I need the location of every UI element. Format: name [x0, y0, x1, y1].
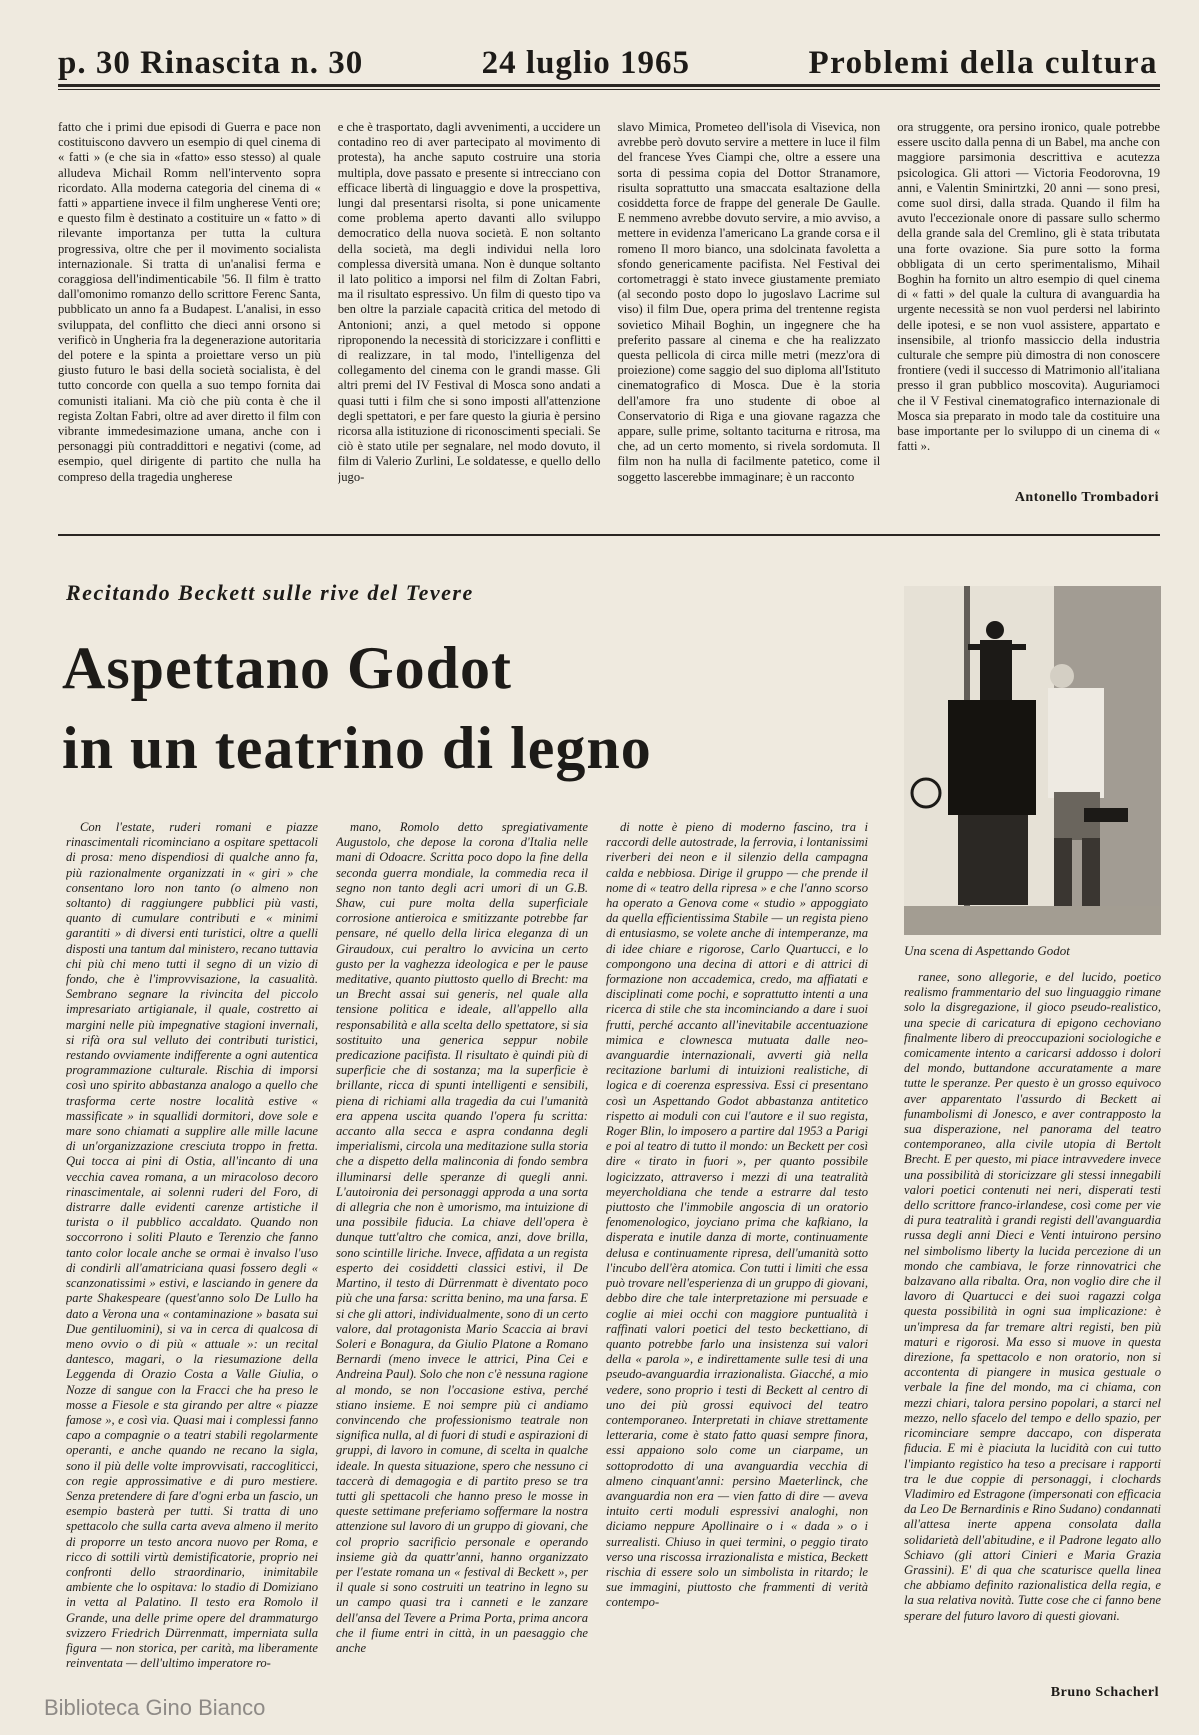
photo-caption: Una scena di Aspettando Godot	[904, 943, 1070, 958]
top-article-column-1: fatto che i primi due episodi di Guerra e pace non costituiscono davvero un esempio di quel cinema di « fatti » (e che sia in «fatto» esso stesso) al quale alludeva Michail Romm nell'intervento sopra ricordato. Alla moderna categoria del cinema di « fatti » appartiene invece il film ungherese Venti ore; e questo film è destinato a costituire un « fatto » di rilevante importanza per tutta la cultura progressiva, oltre che per il movimento socialista internazionale. Si tratta di un'analisi ferma e coraggiosa dell'indimenticabile '56. Il film è tratto dall'omonimo romanzo dello scrittore Ferenc Santa, pubblicato un anno fa a Budapest. L'analisi, in esso sviluppata, del conflitto che dieci anni orsono si verificò in Ungheria fra la degenerazione autoritaria del potere e la spinta a proiettare verso un più giusto futuro le basi della società socialista, è del tutto concorde con quella a suo tempo fornita dai comunisti italiani. Ma ciò che più conta è che il regista Zoltan Fabri, oltre ad aver diretto il film con vibrante immedesimazione umana, anche con i personaggi più contraddittori e negativi (come, ad esempio, quel dirigente di partito che nulla ha compreso della tragedia ungherese	[58, 120, 321, 484]
top-article-column-3: slavo Mimica, Prometeo dell'isola di Visevica, non avrebbe però dovuto servire a mettere in luce il film del francese Yves Ciampi che, oltre a essere una sorta di pessima copia del Dottor Stranamore, risulta soprattutto una smaccata esaltazione della cosiddetta force de frappe del generale De Gaulle. E nemmeno avrebbe dovuto servire, a mio avviso, a mettere in evidenza l'americano La grande corsa e il romeno Il moro bianco, una sdolcinata favoletta a sfondo genericamente pacifista. Nel Festival dei cortometraggi è stato invece giustamente premiato (al secondo posto dopo lo jugoslavo Lacrime sul viso) il film Due, opera prima del trentenne regista sovietico Mihail Boghin, un ingegnere che ha preferito passare al cinema e che ha realizzato questa pellicola di circa mille metri (mezz'ora di proiezione) come saggio del suo diploma all'Istituto cinematografico di Mosca. Due è la storia dell'amore fra uno studente di oboe al Conservatorio di Riga e una giovane ragazza che appare, sulle prime, soltanto taciturna e ritrosa, ma che, ad un certo momento, si rivela sordomuta. Il film non ha nulla di facilmente patetico, come il soggetto lascerebbe immaginare; è un racconto	[617, 120, 881, 484]
headline-line-1: Aspettano Godot	[62, 635, 513, 701]
section-title: Problemi della cultura	[808, 45, 1158, 81]
top-article-column-4: ora struggente, ora persino ironico, quale potrebbe essere uscito dalla penna di un Babel, ma anche con maggiore parsimonia descrittiva e acutezza psicologica. Gli attori — Victoria Feodorovna, 19 anni, e Valentin Sminirtzki, 20 anni — sono presi, come suol dirsi, dalla strada. Quando il film ha avuto l'eccezionale onore di passare sullo schermo della grande sala del Cremlino, gli è stata tributata una forte ovazione. Sia pure sotto la forma obbligata di un certo sperimentalismo, Mihail Boghin ha fornito un altro esempio di quel cinema di « fatti » del quale la cultura di avanguardia ha urgente necessità se non vuol perdersi nel labirinto delle ipotesi, e se non vuol assistere, appartato e insensibile, al trionfo massiccio della industria culturale che sempre più dimostra di non conoscere frontiere (vedi il successo di Matrimonio all'italiana presso il gran pubblico moscovita). Auguriamoci che il V Festival cinematografico internazionale di Mosca sia preparato in modo tale da costituire una base importante per lo sviluppo di un cinema di « fatti ».	[897, 120, 1160, 454]
article-text-1: Con l'estate, ruderi romani e piazze rinascimentali ricominciano a ospitare spettacoli di prosa: meno dispendiosi di qualche anno fa, più razionalmente organizzati in « giri » che consentano loro non tanto (o almeno non soltanto) di raggiungere pubblici più vasti, quanto di cumulare contributi e « minimi garantiti » di diversi enti turistici, oltre a quelli disposti una tantum dal ministero, recano tuttavia chi più chi meno tutti il segno di un vizio di fondo, che è l'improvvisazione, la casualità. Sembrano segnare la rivincita del piccolo impresariato artigianale, il quale, costretto ai margini nelle più impegnative stagioni invernali, si rifà ora sul velluto dei contributi turistici, restando ovviamente indifferente a ogni autentica programmazione culturale. Rischia di imporsi così uno spirito abbastanza analogo a quello che trasforma certe nostre località estive « massificate » in squallidi dormitori, dove sole e mare sono chiamati a supplire alle mille lacune di un'organizzazione cresciuta troppo in fretta. Qui tocca ai pini di Ostia, all'incanto di una vecchia cavea romana, a un miracoloso decoro rinascimentale, ai solenni ruderi del Foro, di distrarre dalle evidenti carenze artistiche il turista o il pubblico accaldato. Quando non soccorrono i soliti Plauto e Terenzio che fanno tanto color locale anche se ormai è invalso l'uso di condirli all'amatriciana quasi fossero degli « scanzonatissimi » estivi, e lasciando in genere da parte Shakespeare (quest'anno solo De Lullo ha dato a Verona una « contaminazione » basata sui Due gentiluomini), si va in cerca di qualcosa di meno ovvio o di più « attuale »: un recital dantesco, magari, o la riesumazione della Leggenda di Orazio Costa a Valle Giulia, o Nozze di sangue con la Fracci che ha preso le mosse a Fiesole e sta girando per altre « piazze famose », e così via. Quasi mai i complessi fanno capo a compagnie o a teatri stabili regolarmente operanti, e anche quando ne recano la sigla, sono il più delle volte improvvisati, raccogliticci, con regie approssimative e di puro mestiere. Senza pretendere di fare d'ogni erba un fascio, un esempio basterà per tutti. Si tratta di uno spettacolo che sulla carta aveva almeno il merito di proporre un testo ancora nuovo per Roma, e ricco di sottili virtù demistificatorie, proprio nei confronti dello straordinario, inimitabile ambiente che lo ospitava: lo stadio di Domiziano in vetta al Palatino. Il testo era Romolo il Grande, una delle prime opere del drammaturgo svizzero Friedrich Dürrenmatt, imperniata sulla figura — non storica, per carità, ma liberamente reinventata — dell'ultimo imperatore ro-	[66, 820, 318, 1671]
article-column-4	[904, 970, 1161, 1680]
article-author: Bruno Schacherl	[1050, 1685, 1159, 1700]
header-rule-thin	[58, 89, 1160, 90]
article-column-3	[606, 820, 868, 1690]
article-text-2: mano, Romolo detto spregiativamente Augustolo, che depose la corona d'Italia nelle mani di Odoacre. Scritta poco dopo la fine della seconda guerra mondiale, la commedia reca il segno non tanto degli acri umori di un G.B. Shaw, cui pure molta della superficiale corrosione antieroica e smitizzante potrebbe far pensare, né quello della lirica eleganza di un Giraudoux, cui peraltro lo avvicina un certo gusto per la vaghezza ideologica e per le pause meditative, quanto piuttosto quello di Brecht: ma un Brecht assai sui generis, nel quale alla tensione politica e ideale, all'appello alla responsabilità e alla scelta dello spettatore, si sia sostituito una generica seppur nobile predicazione pacifista. Il risultato è quindi più di superficie che di sostanza; ma la superficie è brillante, ricca di spunti intelligenti e sensibili, piena di richiami alla tragedia da cui l'umanità era appena uscita quando l'opera fu scritta: accanto alla secca e aspra condanna degli imperialismi, circola una meditazione sulla storia che a dispetto della malinconia di fondo sembra illuminarsi delle speranze di quegli anni. L'autoironia dei personaggi approda a una sorta di allegria che non è umorismo, ma intuizione di una possibile fiducia. La chiave dell'opera è dunque tutt'altro che comica, anzi, dove brilla, sono scintille liriche. Invece, affidata a un regista esperto dei cosiddetti classici estivi, il De Martino, il testo di Dürrenmatt è diventato poco più che una farsa: scritta benino, ma una farsa. E si che gli attori, individualmente, sono di un certo valore, dal protagonista Mario Scaccia ai bravi Soleri e Bonagura, da Giulio Platone a Romano Bernardi (meno invece le attrici, Pina Cei e Andreina Paul). Solo che non c'è nessuna ragione al mondo, se non l'occasione estiva, perché stiano insieme. E noi sempre più ci andiamo convincendo che professionismo teatrale non significa nulla, al di fuori di studi e aspirazioni di gruppi, di lavoro in comune, di scelta in qualche ideale. In questa situazione, spero che nessuno ci taccerà di demagogia e di partito preso se tra tutti gli spettacoli che hanno preso le mosse in queste settimane preferiamo soffermare la nostra attenzione sul lavoro di un gruppo di giovani, che col proprio sacrificio personale e operando insieme già da quattr'anni, hanno organizzato per l'estate romana un « festival di Beckett », per il quale si sono costruiti un teatrino in legno su un campo quasi tra i canneti e le zanzare dell'ansa del Tevere a Prima Porta, prima ancora che il fiume entri in città, in un paesaggio che anche	[336, 820, 588, 1655]
article-column-2	[336, 820, 588, 1690]
header-rule	[58, 84, 1160, 87]
page-number-issue: p. 30 Rinascita n. 30	[58, 45, 364, 81]
article-text-4: ranee, sono allegorie, e del lucido, poetico realismo frammentario del suo linguaggio rimane solo la disgregazione, il gioco pseudo-realistico, una specie di caricatura di epigono cechoviano finalmente libero di preoccupazioni sociologiche e comicamente intento a caricarsi addosso i dolori del mondo, buttandone accuratamente a mare tutte le speranze. Per questo è un grosso equivoco aver apparentato l'assurdo di Beckett ai funambolismi di Jonesco, e aver contrapposto la sua disperazione, nel panorama del teatro contemporaneo, alla civile utopia di Bertolt Brecht. E per questo, mi piace intravvedere invece una possibilità di storicizzare gli stessi innegabili valori poetici contenuti nei neri, disperati testi dello scrittore franco-irlandese, così come per vie di pura teatralità i grandi registi dell'avanguardia russa degli anni Dieci e Venti intuirono persino nel simbolismo liberty la lucida percezione di un mondo che cambiava, le forze rinnovatrici che balzavano alla ribalta. Ora, non voglio dire che il lavoro di Quartucci e dei suoi ragazzi colga questa possibilità in ogni sua implicazione: è un'impresa da far tremare altri registi, ben più maturi e rigorosi. Ma esso si muove in questa direzione, fa spettacolo e non oratorio, non si accontenta di piangere in musica gestuale o verbale la fine del mondo, ma ci chiama, con mezzi chiari, talora persino popolari, a starci nel mezzo, nello sfacelo del tempo e dello spazio, per ricominciare sempre daccapo, con disperata fiducia. E mi è piaciuta la lucidità con cui tutto l'impianto registico ha teso a precisare i rapporti tra le due coppie di personaggi, i clochards Vladimiro ed Estragone (impersonati con efficacia da Leo De Bernardinis e Rino Sudano) condannati all'attesa inerte appena consolata dalla solidarietà dell'abitudine, e il Padrone legato allo Schiavo (gli attori Cinieri e Maria Grazia Grassini). E' di qua che scaturisce quella linea che abbiamo definito razionalistica della regia, e la sua relativa novità. Tutte cose che ci fanno bene sperare del futuro lavoro di questi giovani.	[904, 970, 1161, 1623]
theatre-scene-image	[904, 586, 1161, 935]
issue-date: 24 luglio 1965	[481, 45, 691, 81]
top-article-author: Antonello Trombadori	[1014, 490, 1159, 505]
article-column-1	[66, 820, 318, 1690]
page-header	[58, 40, 1158, 82]
top-article	[58, 120, 1160, 510]
headline-line-2: in un teatrino di legno	[62, 715, 652, 781]
top-article-column-2: e che è trasportato, dagli avvenimenti, a uccidere un contadino reo di aver partecipato al movimento di protesta), ha anche saputo costruire una storia multipla, dove passato e presente si intrecciano con efficace libertà di linguaggio e dove la prospettiva, lungi dal presentarsi risolta, si pone unicamente come problema aperto davanti allo sviluppo democratico della nuova società. E non soltanto della società, ma degli individui nella loro complessa diversità umana. Non è dunque soltanto il lato politico a imporsi nel film di Zoltan Fabri, ma il risultato espressivo. Un film di questo tipo va ben oltre la parziale capacità critica del metodo di Antonioni; anzi, a quel metodo si oppone riproponendo la necessità di storicizzare i conflitti e di realizzare, in tal modo, l'intelligenza del collegamento del cinema con le grandi masse. Gli altri premi del IV Festival di Mosca sono andati a quasi tutti i film che si sono imposti all'attenzione degli spettatori, e per fare questo la giuria è persino ricorsa alla istituzione di riconoscimenti speciali. Se ciò è stato utile per segnalare, nel modo dovuto, il film di Valerio Zurlini, Le soldatesse, e quello dello jugo-	[337, 120, 601, 484]
section-divider	[58, 534, 1160, 536]
article-photo	[904, 586, 1161, 935]
article-kicker: Recitando Beckett sulle rive del Tevere	[66, 580, 474, 605]
library-watermark: Biblioteca Gino Bianco	[44, 1695, 266, 1720]
article-text-3: di notte è pieno di moderno fascino, tra i raccordi delle autostrade, la ferrovia, i lontanissimi riverberi dei neon e il silenzio della campagna calda e nebbiosa. Dirige il gruppo — che prende il nome di « teatro della ripresa » e che l'anno scorso ha operato a Genova come « studio » appoggiato da quella efficientissima Stabile — un regista pieno di entusiasmo, se volete anche di intemperanze, ma di idee chiare e rigorose, Carlo Quartucci, e lo compongono una decina di attori e di attrici di formazione non accademica, credo, ma affiatati e disciplinati come pochi, e soprattutto intenti a una ricerca di stile che sta incominciando a dare i suoi frutti, perché accanto all'inevitabile accentuazione mimica e clownesca mutuata dalle neo-avanguardie internazionali, avverti già nella recitazione barlumi di intuizioni realistiche, di logica e di coerenza espressiva. Essi ci presentano così un Aspettando Godot abbastanza antitetico rispetto ai moduli con cui l'autore e il suo regista, Roger Blin, lo imposero a partire dal 1953 a Parigi e poi al teatro di tutto il mondo: un Beckett per così dire « tirato in fuori », per quanto possibile logicizzato, attraverso i mezzi di una teatralità meyercholdiana che tende a estrarre dal testo piuttosto che l'immobile angoscia di un oratorio fenomenologico, joyciano prima che kafkiano, la disperata e inutile danza di morte, continuamente delusa e continuamente ripresa, dell'umanità sotto l'incubo dell'èra atomica. Con tutti i limiti che essa può trovare nell'esperienza di un gruppo di giovani, debbo dire che tale interpretazione mi persuade e coglie ai miei occhi con maggiore puntualità i raffinati valori poetici del testo beckettiano, di quanto potrebbe farlo una insistenza sui valori della « parola », e indirettamente sulle tesi di una pseudo-avanguardia irrazionalista. Giacché, a mio vedere, sono proprio i testi di Beckett al centro di uno dei più grossi equivoci del teatro contemporaneo. Interpretati in chiave strettamente letteraria, come è stato fatto quasi sempre finora, essi appaiono solo come un ciarpame, un sottoprodotto di una avanguardia vecchia di almeno cinquant'anni: persino Maeterlinck, che avanguardia non era — vien fatto di dire — aveva intuito certi moduli espressivi analoghi, non diciamo neppure Apollinaire o i « dada » o i surrealisti. Chiuso in quei termini, o peggio tirato verso una riscossa irrazionalista e mistica, Beckett rischia di essere solo un simbolista in ritardo; le sue immagini, piuttosto che frammenti di verità contempo-	[606, 820, 868, 1610]
article-headline	[62, 628, 862, 788]
